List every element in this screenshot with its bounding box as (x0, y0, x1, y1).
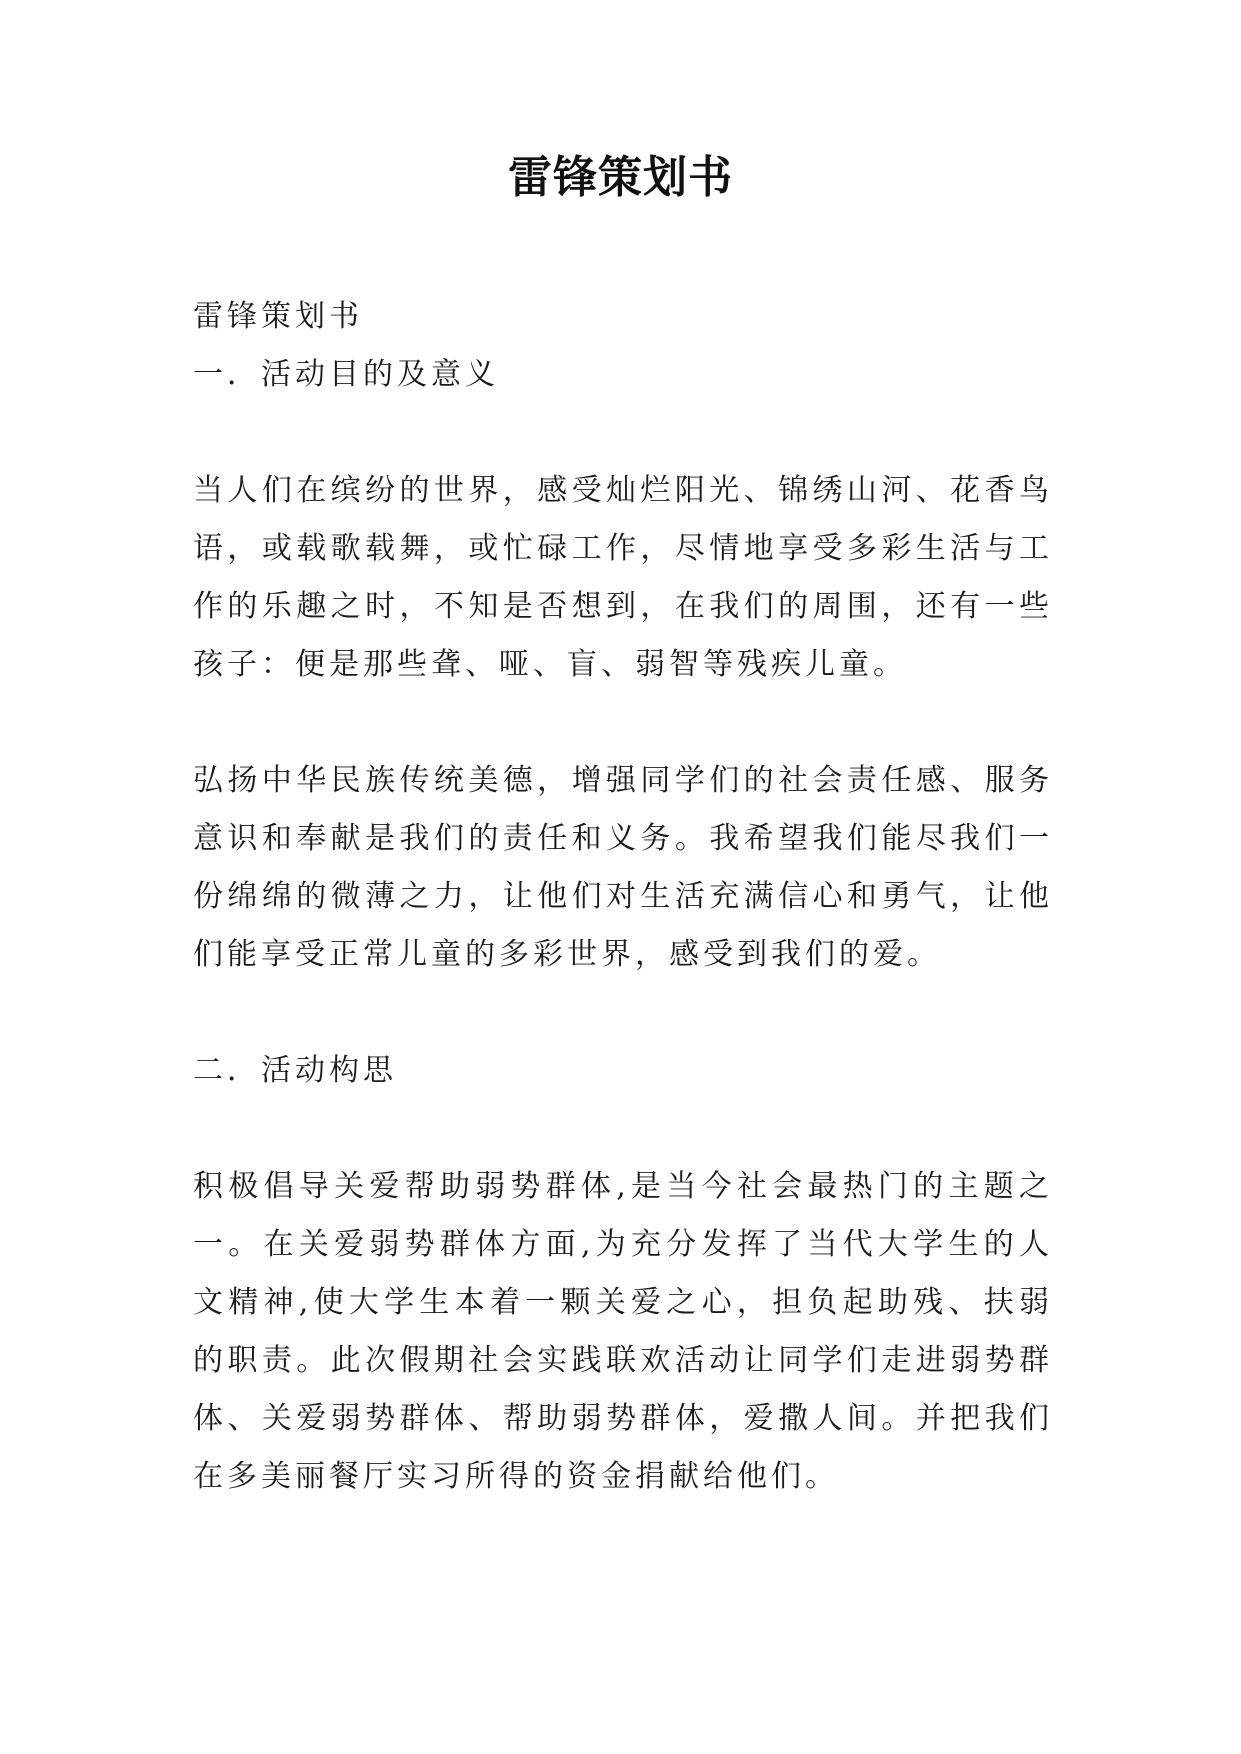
subtitle-line: 雷锋策划书 (193, 299, 363, 334)
spacer (193, 694, 1053, 752)
spacer (193, 984, 1053, 1042)
document-body (193, 288, 1053, 1506)
spacer (193, 404, 1053, 462)
document-title: 雷锋策划书 (508, 152, 733, 203)
section1-paragraph2: 弘扬中华民族传统美德，增强同学们的社会责任感、服务意识和奉献是我们的责任和义务。我希望我们能尽我们一份绵绵的微薄之力，让他们对生活充满信心和勇气，让他们能享受正常儿童的多彩世界，感受到我们的爱。 (193, 763, 1053, 972)
section1-heading: 一．活动目的及意义 (193, 357, 499, 392)
spacer (193, 1100, 1053, 1158)
section2-heading: 二．活动构思 (193, 1053, 397, 1088)
section2-paragraph1: 积极倡导关爱帮助弱势群体,是当今社会最热门的主题之一。在关爱弱势群体方面,为充分发挥了当代大学生的人文精神,使大学生本着一颗关爱之心，担负起助残、扶弱的职责。此次假期社会实践联欢活动让同学们走进弱势群体、关爱弱势群体、帮助弱势群体，爱撒人间。并把我们在多美丽餐厅实习所得的资金捐献给他们。 (193, 1169, 1053, 1494)
section1-paragraph1: 当人们在缤纷的世界，感受灿烂阳光、锦绣山河、花香鸟语，或载歌载舞，或忙碌工作，尽情地享受多彩生活与工作的乐趣之时，不知是否想到，在我们的周围，还有一些孩子：便是那些聋、哑、盲、弱智等残疾儿童。 (193, 473, 1053, 682)
